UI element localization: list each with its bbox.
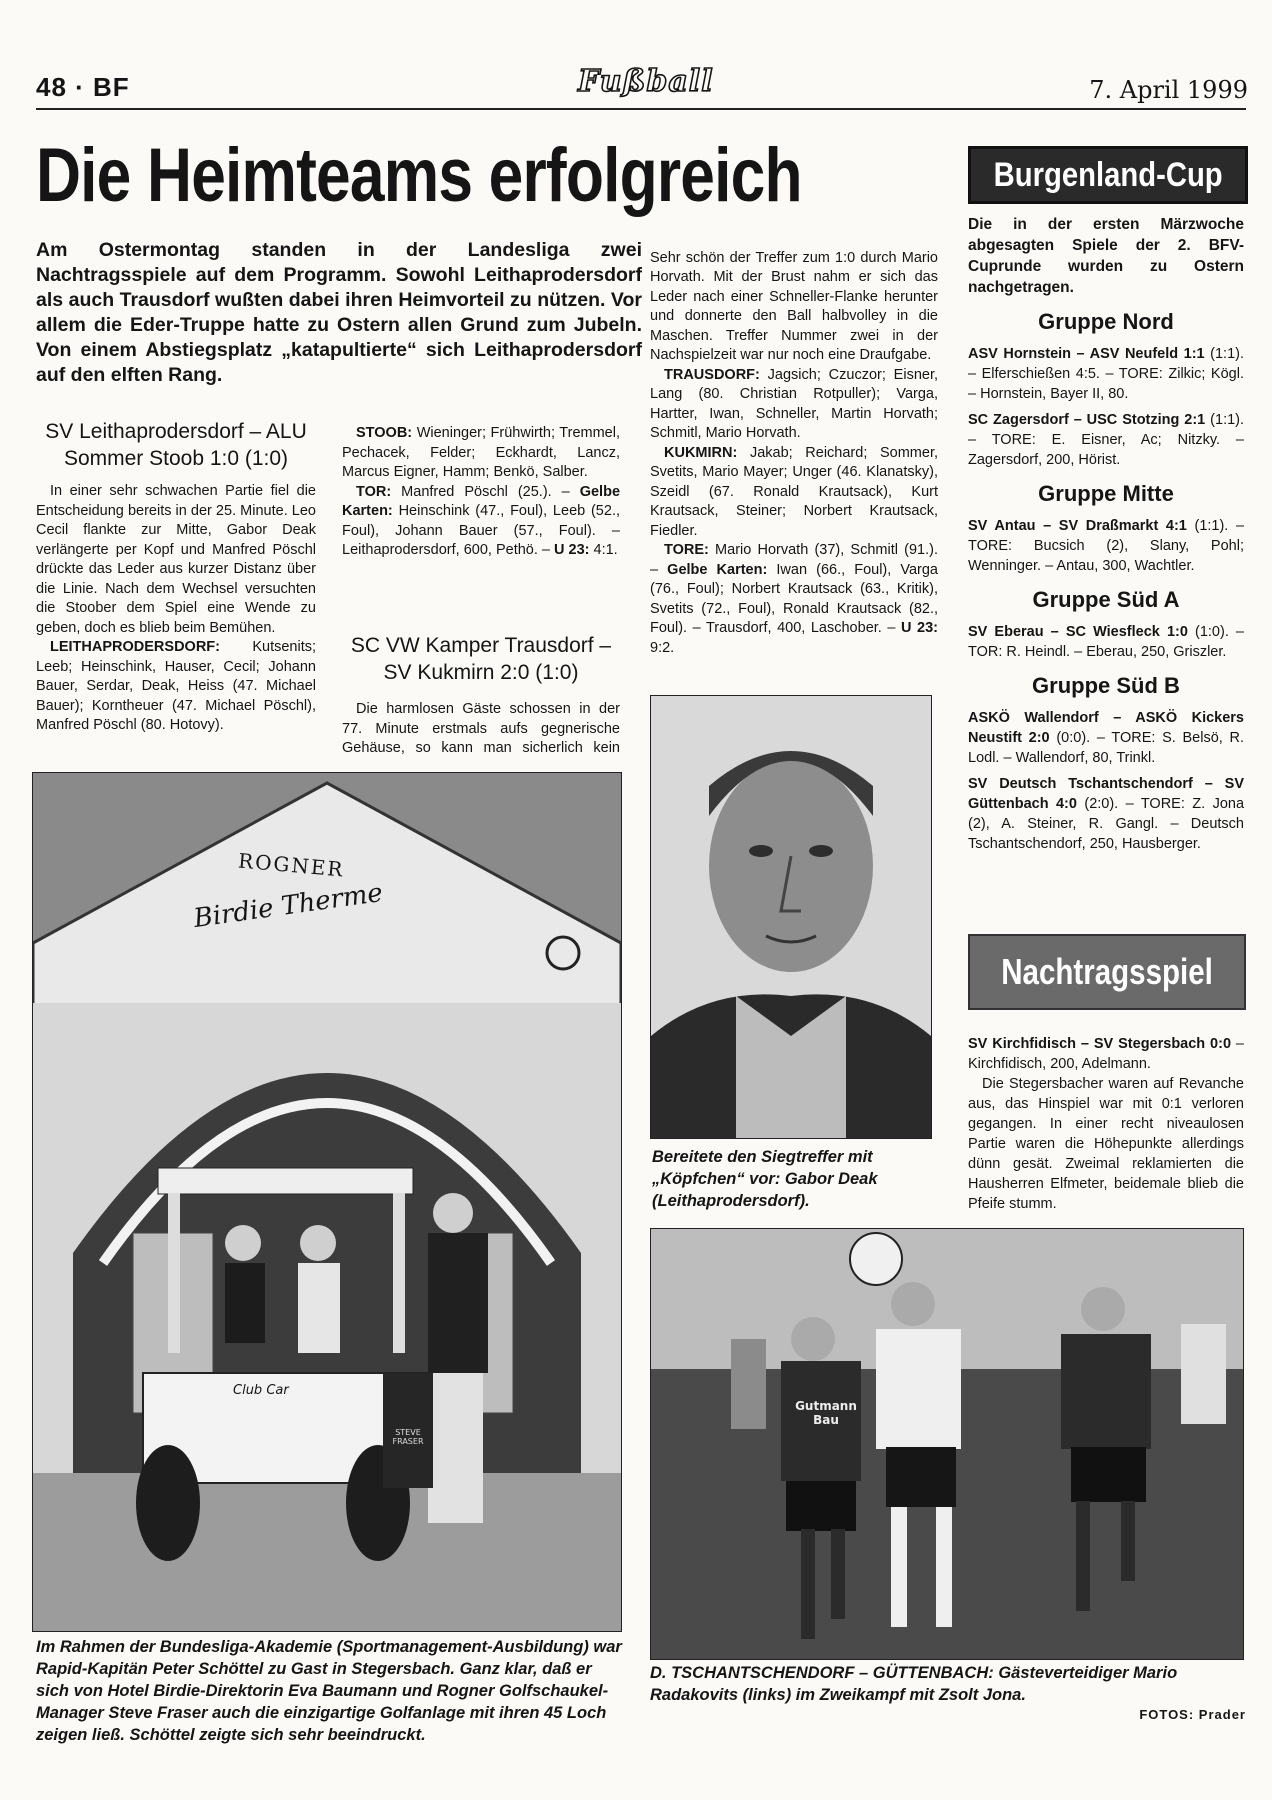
gruppe-sued-b-title: Gruppe Süd B: [1032, 673, 1180, 698]
golf-caption: Im Rahmen der Bundesliga-Akademie (Sportmanagement-Ausbildung) war Rapid-Kapitän Peter Schöttel zu Gast in Stegersbach. Ganz klar, daß er sich von Hotel Birdie-Direktorin Eva Baumann und Rogner Golfschaukel-Manager Steve Fraser auch die einzigartige Golfanlage mit ihren 45 Loch zeigen ließ. Schöttel zeigte sich sehr beeindruckt.: [36, 1638, 622, 1744]
lead-paragraph: Am Ostermontag standen in der Landesliga zwei Nachtragsspiele auf dem Programm. Sowohl Leithaprodersdorf als auch Trausdorf wußten dabei ihren Heimvorteil zu nützen. Vor allem die Eder-Truppe hatte zu Ostern allen Grund zum Jubeln. Von einem Abstiegsplatz „katapultierte“ sich Leithaprodersdorf auf den elften Rang.: [36, 239, 642, 386]
match2-home-label: TRAUSDORF:: [664, 366, 760, 383]
match1-away-label: STOOB:: [356, 425, 413, 441]
match2-report: Die harmlosen Gäste schossen in der 77. Minute erstmals aufs gegnerische Gehäuse, so kann man sicherlich kein: [342, 701, 620, 756]
match1-title: SV Leithaprodersdorf – ALU Sommer Stoob 1:0 (1:0): [45, 420, 307, 470]
portrait-caption: Bereitete den Siegtreffer mit „Köpfchen“ vor: Gabor Deak (Leithaprodersdorf).: [652, 1148, 878, 1210]
cup-title: Burgenland-Cup: [968, 146, 1248, 204]
match2-report-part1: [342, 700, 620, 758]
sued-a-match-1: SV Eberau – SC Wiesfleck 1:0 (1:0). – TOR: R. Heindl. – Eberau, 250, Griszler.: [968, 624, 1245, 660]
cart-label: Club Car: [233, 1383, 289, 1398]
match1-u23: 4:1.: [593, 542, 618, 558]
sign-rogner: ROGNER: [237, 848, 346, 882]
match2-away-label: KUKMIRN:: [664, 444, 738, 461]
match2-title: SC VW Kamper Trausdorf – SV Kukmirn 2:0 (1:0): [350, 634, 612, 684]
bag-label: STEVE FRASER: [392, 1428, 424, 1446]
match2-cards-label: Gelbe Karten:: [667, 561, 768, 578]
match1-home-lineup: Kutsenits; Leeb; Heinschink, Hauser, Cecil; Johann Bauer, Serdar, Deak, Heiss (47. Michael Bauer); Korntheuer (47. Michael Pöschl), Manfred Pöschl (80. Hotovy).: [36, 639, 316, 733]
cup-sidebar: [968, 214, 1244, 860]
match1-tor-label: TOR:: [356, 483, 392, 500]
gruppe-sued-a-title: Gruppe Süd A: [1032, 587, 1180, 612]
match1-tor: Manfred Pöschl (25.). –: [401, 483, 570, 500]
gruppe-mitte-title: Gruppe Mitte: [1038, 481, 1174, 506]
sued-b-match-1: ASKÖ Wallendorf – ASKÖ Kickers Neustift 2:0 (0:0). – TORE: S. Belsö, R. Lodl. – Wallendorf, 80, Trinkl.: [968, 710, 1244, 766]
match1-report: In einer sehr schwachen Partie fiel die Entscheidung bereits in der 25. Minute. Leo Cecil flankte zur Mitte, Gabor Deak verlängerte per Kopf und Manfred Pöschl drückte das Leder aus kurzer Distanz über die Linie. Nach dem Wechsel versuchten die Stoober dem Spiel eine Wende zu geben, doch es blieb beim Bemühen.: [36, 483, 316, 636]
match2-continuation: [650, 248, 938, 676]
match1-continuation: [342, 424, 620, 561]
match2-away-lineup: Jakab; Reichard; Sommer, Svetits, Mario Mayer; Unger (46. Klanatsky), Szeidl (67. Ronald Krautsack), Kurt Krautsack, Steiner; Norbert Krautsack, Fiedler.: [650, 444, 938, 539]
match2-u23: 9:2.: [650, 639, 675, 656]
action-photo: [650, 1228, 1244, 1660]
match2-cards: Iwan (66., Foul), Varga (76., Foul); Norbert Krautsack (63., Kritik), Svetits (72., Foul), Ronald Krautsack (82., Foul). – Trausdorf, 400, Laschober. –: [650, 561, 938, 636]
nachtrag-article: [968, 1034, 1244, 1220]
match1-u23-label: U 23:: [554, 542, 590, 558]
match2-tore: Mario Horvath (37), Schmitl (91.). –: [650, 542, 938, 578]
mitte-match-1: SV Antau – SV Draßmarkt 4:1 (1:1). – TORE: Bucsich (2), Slany, Pohl; Wenninger. – Antau, 300, Wachtler.: [968, 518, 1245, 574]
match2-tore-label: TORE:: [664, 542, 709, 558]
headline: Die Heimteams erfolgreich: [36, 133, 802, 218]
nachtrag-match: SV Kirchfidisch – SV Stegersbach 0:0 – Kirchfidisch, 200, Adelmann.: [968, 1036, 1244, 1072]
match1-cards-label: Gelbe Karten:: [342, 483, 621, 519]
action-caption: [650, 1662, 1246, 1722]
nachtrag-report: Die Stegersbacher waren auf Revanche aus, das Hinspiel war mit 0:1 verloren gegangen. In einer recht niveaulosen Partie waren die Höhepunkte allerdings dünn gesät. Zweimal reklamierten die Hausherren Elfmeter, beidemale blieb die Pfeife stumm.: [968, 1076, 1244, 1212]
portrait-illustration: [651, 696, 931, 1138]
jersey-sponsor: Gutmann Bau: [795, 1399, 857, 1427]
nord-match-1: ASV Hornstein – ASV Neufeld 1:1 (1:1). – Elferschießen 4:5. – TORE: Zilkic; Kögl. – Hornstein, Bayer II, 80.: [968, 346, 1244, 402]
match1-article: [36, 418, 316, 736]
match2-u23-label: U 23:: [901, 620, 938, 636]
match2-report-part2: Sehr schön der Treffer zum 1:0 durch Mario Horvath. Mit der Brust nahm er sich das Leder nach einer Schneller-Flanke herunter und donnerte den Ball halbvolley in die Maschen. Treffer Nummer zwei in der Nachspielzeit war nur noch eine Draufgabe.: [650, 249, 938, 363]
match1-away-lineup: Wieninger; Frühwirth; Tremmel, Pechacek, Felder; Eckhardt, Lancz, Marcus Eigner, Hamm; Benkö, Salber.: [342, 425, 620, 480]
page-number: 48 · BF: [36, 72, 130, 102]
gruppe-nord-title: Gruppe Nord: [1038, 309, 1174, 334]
section-title: Fußball: [578, 64, 714, 99]
portrait-photo: [650, 695, 932, 1139]
sign-birdie-therme: Birdie Therme: [191, 877, 385, 935]
issue-date: 7. April 1999: [1089, 76, 1248, 104]
action-caption-text: D. TSCHANTSCHENDORF – GÜTTENBACH: Gästeverteidiger Mario Radakovits (links) im Zweikampf mit Zsolt Jona.: [650, 1664, 1178, 1704]
sued-b-match-2: SV Deutsch Tschantschendorf – SV Güttenbach 4:0 (2:0). – TORE: Z. Jona (2), A. Steiner, R. Gangl. – Deutsch Tschantschendorf, 250, Hausberger.: [968, 776, 1245, 852]
cup-intro: Die in der ersten Märzwoche abgesagten Spiele der 2. BFV-Cuprunde wurden zu Ostern nachgetragen.: [968, 216, 1244, 296]
match2-article: [342, 632, 620, 686]
golf-photo: [32, 772, 622, 1632]
action-illustration: [651, 1229, 1243, 1659]
header-rule: [36, 108, 1246, 110]
photo-credit: FOTOS: Prader: [1139, 1707, 1246, 1722]
match1-cards: Heinschink (47., Foul), Leeb (52., Foul), Johann Bauer (57., Foul). – Leithaprodersdorf, 600, Pethö. –: [342, 503, 620, 558]
nachtrag-title: Nachtragsspiel: [968, 934, 1246, 1010]
nord-match-2: SC Zagersdorf – USC Stotzing 2:1 (1:1). – TORE: E. Eisner, Ac; Nitzky. – Zagersdorf, 200, Hörist.: [968, 412, 1245, 468]
match1-home-label: LEITHAPRODERSDORF:: [50, 639, 220, 655]
match2-home-lineup: Jagsich; Czuczor; Eisner, Lang (80. Christian Rotpuller); Varga, Hartter, Iwan, Schneller, Martin Horvath; Schmitl, Mario Horvath.: [650, 366, 938, 441]
